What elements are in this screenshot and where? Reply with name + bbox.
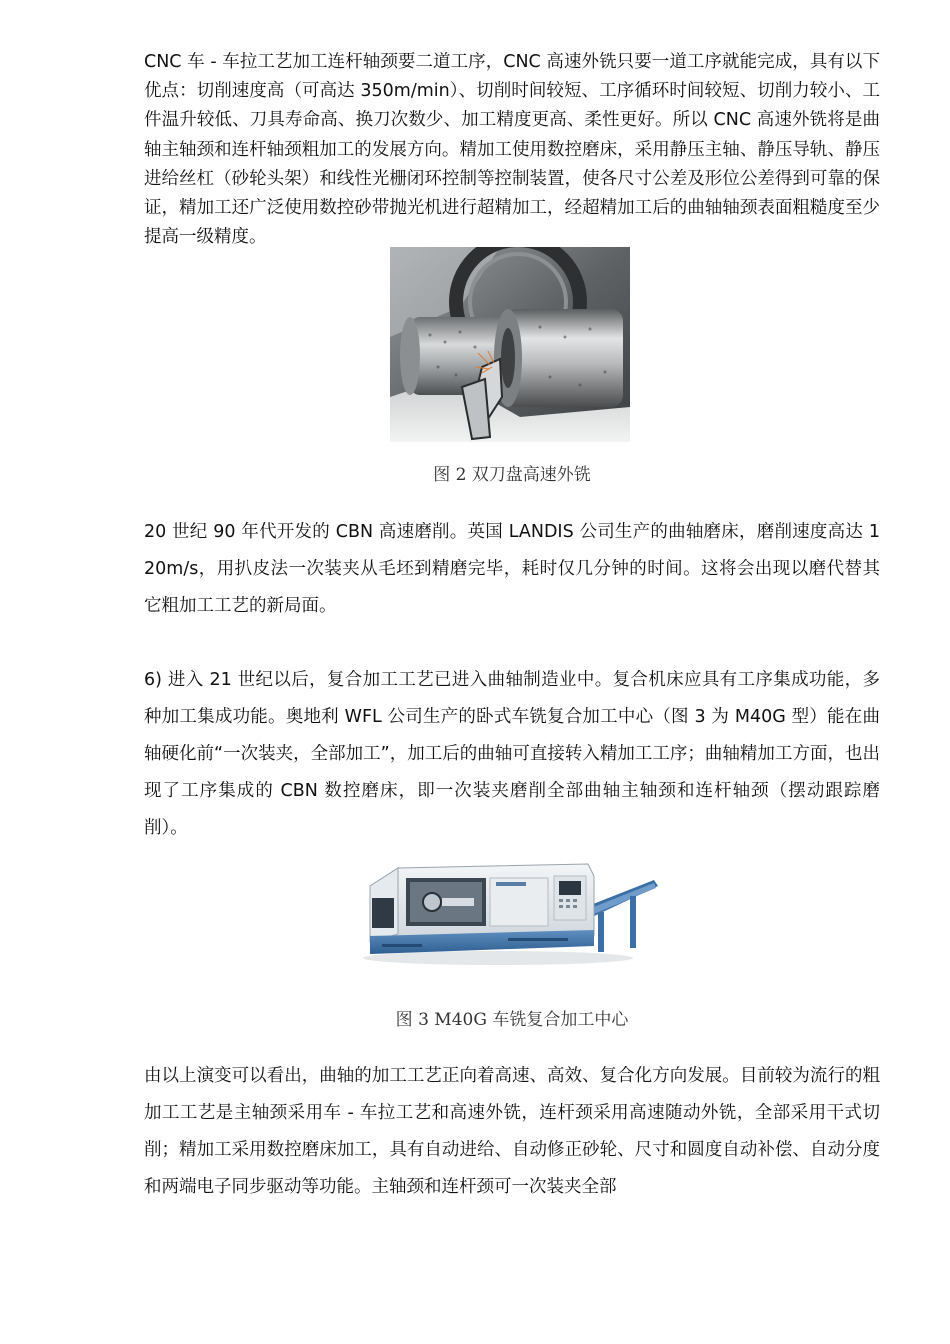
figure-2-caption: 图 2 双刀盘高速外铣 — [433, 465, 591, 485]
milling-machine-illustration — [390, 247, 630, 442]
paragraph-compound-machining: 6) 进入 21 世纪以后，复合加工工艺已进入曲轴制造业中。复合机床应具有工序集成功能，多种加工集成功能。奥地利 WFL 公司生产的卧式车铣复合加工中心（图 3 为 M40G 型）能在曲轴硬化前“一次装夹，全部加工”，加工后的曲轴可直接转入精加工工序；曲轴精加工方面，也出现了工序集成的 CBN 数控磨床，即一次装夹磨削全部曲轴主轴颈和连杆轴颈（摆动跟踪磨削）。 — [144, 670, 880, 838]
paragraph-cnc-milling: CNC 车 - 车拉工艺加工连杆轴颈要二道工序，CNC 高速外铣只要一道工序就能完成，具有以下优点：切削速度高（可高达 350m/min）、切削时间较短、工序循环时间较短、切削力较小、工件温升较低、刀具寿命高、换刀次数少、加工精度更高、柔性更好。所以 CNC 高速外铣将是曲轴主轴颈和连杆轴颈粗加工的发展方向。精加工使用数控磨床，采用静压主轴、静压导轨、静压进给丝杠（砂轮头架）和线性光栅闭环控制等控制装置，使各尺寸公差及形位公差得到可靠的保证，精加工还广泛使用数控砂带抛光机进行超精加工，经超精加工后的曲轴轴颈表面粗糙度至少提高一级精度。 — [144, 52, 880, 248]
figure-dual-cutter-milling-photo — [390, 247, 630, 442]
figure-3-caption: 图 3 M40G 车铣复合加工中心 — [395, 1010, 629, 1030]
figure-m40g-machining-center-photo — [358, 850, 660, 968]
paragraph-process-trend: 由以上演变可以看出，曲轴的加工工艺正向着高速、高效、复合化方向发展。目前较为流行的粗加工工艺是主轴颈采用车 - 车拉工艺和高速外铣，连杆颈采用高速随动外铣，全部采用干式切削；精加工采用数控磨床加工，具有自动进给、自动修正砂轮、尺寸和圆度自动补偿、自动分度和两端电子同步驱动等功能。主轴颈和连杆颈可一次装夹全部 — [144, 1066, 880, 1197]
machining-center-illustration — [358, 850, 660, 968]
paragraph-cbn-grinding: 20 世纪 90 年代开发的 CBN 高速磨削。英国 LANDIS 公司生产的曲轴磨床，磨削速度高达 120m/s，用扒皮法一次装夹从毛坯到精磨完毕，耗时仅几分钟的时间。这将会出现以磨代替其它粗加工工艺的新局面。 — [144, 522, 880, 616]
